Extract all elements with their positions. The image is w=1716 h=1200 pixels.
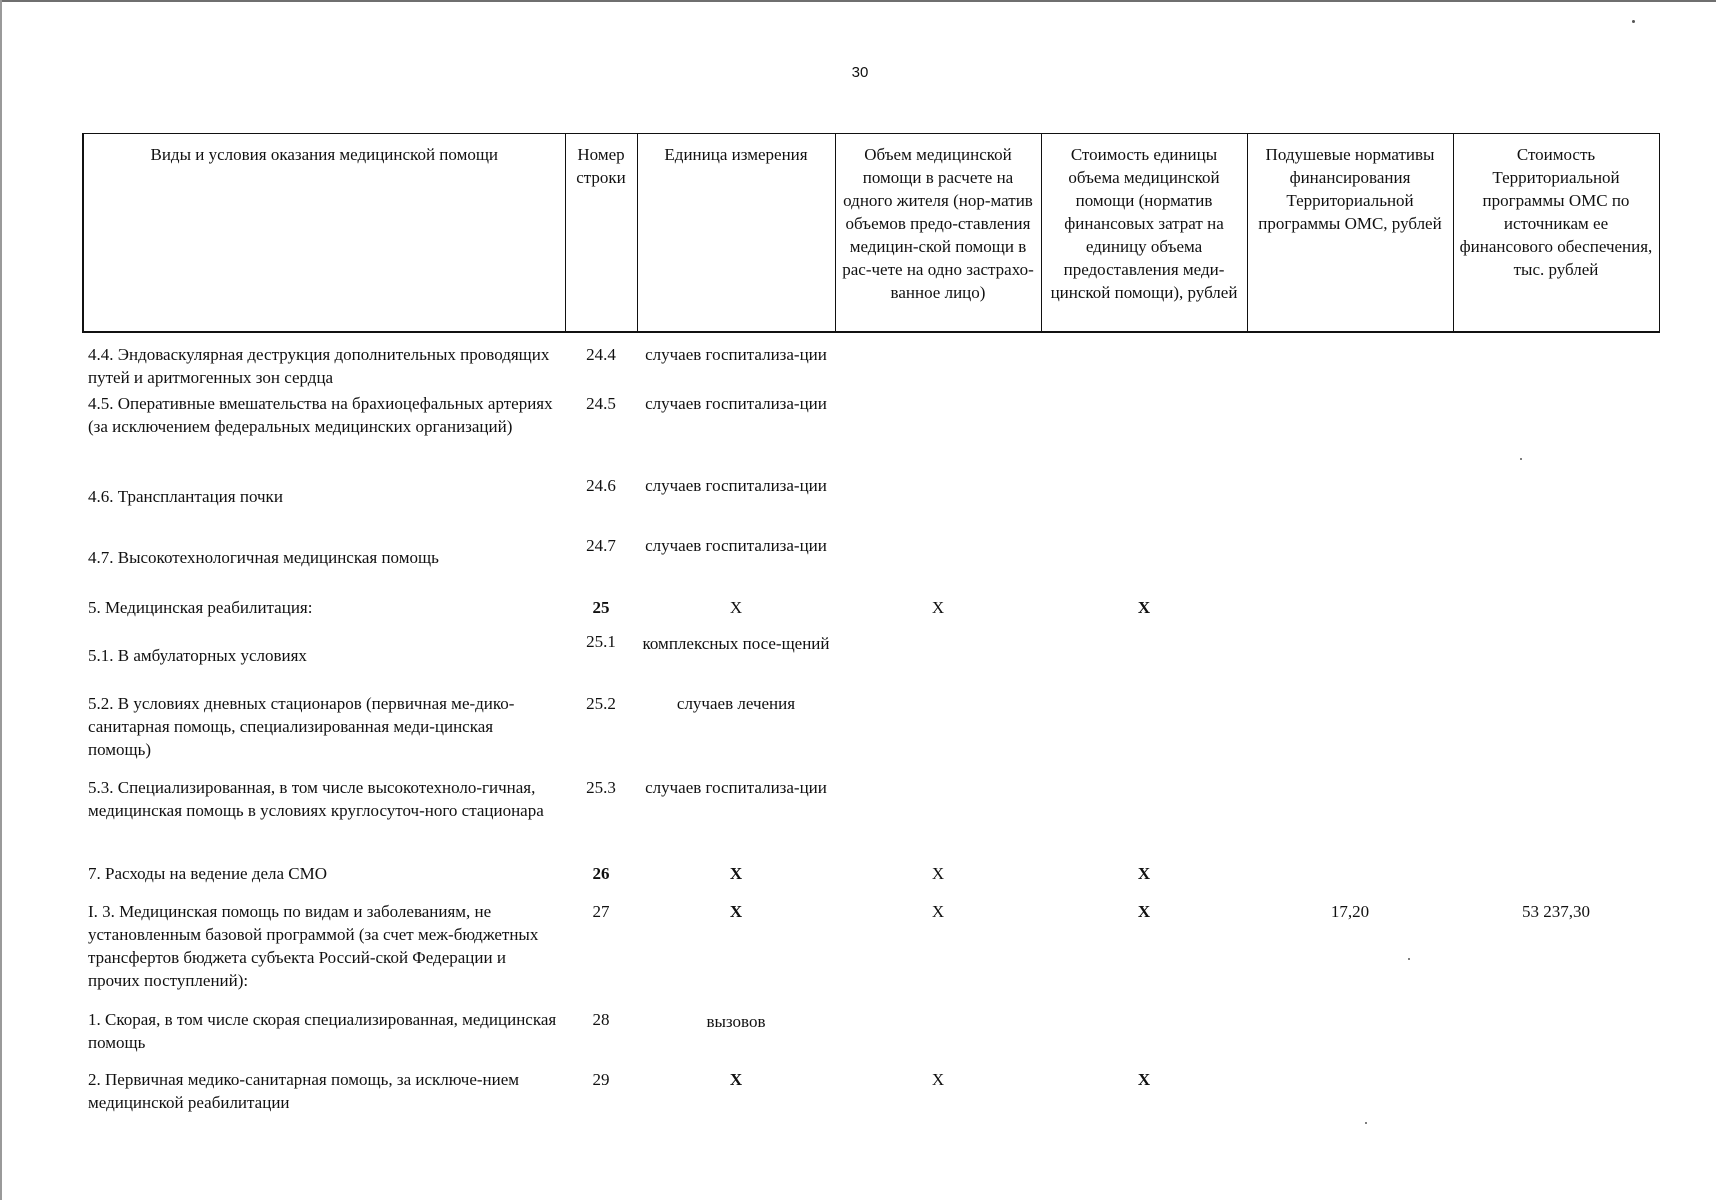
row-number: 25.3 <box>586 778 616 797</box>
row-volume: X <box>931 902 945 921</box>
row-unit-cost: X <box>1137 902 1151 921</box>
row-volume: X <box>931 864 945 883</box>
col-header-program-cost: Стоимость Территориальной программы ОМС по источникам ее финансового обеспечения, тыс. рублей <box>1453 134 1659 333</box>
row-unit-cost <box>1041 1008 1247 1068</box>
scan-speck <box>1408 958 1410 960</box>
row-norm <box>1247 1068 1453 1118</box>
row-norm <box>1247 534 1453 592</box>
row-unit: X <box>729 864 743 883</box>
row-total <box>1453 630 1659 688</box>
row-norm <box>1247 592 1453 630</box>
row-name: 4.7. Высокотехнологичная медицинская помощь <box>88 548 439 567</box>
table-row <box>83 1068 1659 1118</box>
row-number: 28 <box>592 1010 610 1029</box>
row-total <box>1453 592 1659 630</box>
row-total <box>1453 776 1659 862</box>
row-number: 24.7 <box>586 536 616 555</box>
col-header-unit: Единица измерения <box>637 134 835 333</box>
row-norm <box>1247 1008 1453 1068</box>
row-unit: случаев лечения <box>676 694 796 713</box>
row-volume <box>835 332 1041 390</box>
table-row <box>83 390 1659 474</box>
table-row <box>83 332 1659 390</box>
row-number: 26 <box>592 864 610 883</box>
row-number: 24.6 <box>586 476 616 495</box>
row-total <box>1453 688 1659 776</box>
financing-table <box>82 133 1660 1118</box>
row-number: 27 <box>592 902 610 921</box>
row-unit-cost <box>1041 474 1247 534</box>
table-row <box>83 592 1659 630</box>
row-unit: случаев госпитализа-ции <box>645 345 827 364</box>
col-header-type: Виды и условия оказания медицинской помощи <box>83 134 565 333</box>
row-unit-cost: X <box>1137 864 1151 883</box>
row-total <box>1453 1068 1659 1118</box>
page-top-edge <box>0 0 1716 2</box>
scan-speck <box>1365 1122 1367 1124</box>
row-norm <box>1247 688 1453 776</box>
table-row <box>83 900 1659 1008</box>
row-number: 25.2 <box>586 694 616 713</box>
row-norm <box>1247 776 1453 862</box>
row-name: 4.4. Эндоваскулярная деструкция дополнительных проводящих путей и аритмогенных зон сердца <box>88 345 550 387</box>
row-unit-cost: X <box>1137 598 1151 617</box>
row-total <box>1453 390 1659 474</box>
row-number: 29 <box>592 1070 610 1089</box>
row-norm <box>1247 630 1453 688</box>
row-unit-cost <box>1041 390 1247 474</box>
row-volume <box>835 776 1041 862</box>
row-name: 2. Первичная медико-санитарная помощь, за исключе-нием медицинской реабилитации <box>88 1070 520 1112</box>
row-total <box>1453 474 1659 534</box>
table-row <box>83 688 1659 776</box>
row-name: 5. Медицинская реабилитация: <box>88 598 313 617</box>
table-header-row <box>83 134 1659 333</box>
row-unit: X <box>729 598 743 617</box>
row-volume: X <box>931 1070 945 1089</box>
row-norm <box>1247 332 1453 390</box>
row-total <box>1453 332 1659 390</box>
row-name: 5.3. Специализированная, в том числе высокотехноло-гичная, медицинская помощь в условиях круглосуточ-ного стационара <box>88 778 544 820</box>
table-row <box>83 534 1659 592</box>
col-header-volume: Объем медицинской помощи в расчете на одного жителя (нор-матив объемов предо-ставления медицин-ской помощи в рас-чете на одно застрахо-ванное лицо) <box>835 134 1041 333</box>
table-row <box>83 776 1659 862</box>
row-total: 53 237,30 <box>1522 902 1590 921</box>
row-unit-cost <box>1041 776 1247 862</box>
row-total <box>1453 1008 1659 1068</box>
row-unit-cost <box>1041 534 1247 592</box>
row-unit: X <box>729 902 743 921</box>
row-unit: случаев госпитализа-ции <box>645 394 827 413</box>
page-number: 30 <box>851 64 869 81</box>
row-name: 1. Скорая, в том числе скорая специализированная, медицинская помощь <box>88 1010 557 1052</box>
row-name: 4.5. Оперативные вмешательства на брахиоцефальных артериях (за исключением федеральных медицинских организаций) <box>88 394 553 436</box>
row-volume: X <box>931 598 945 617</box>
col-header-unit-cost: Стоимость единицы объема медицинской помощи (норматив финансовых затрат на единицу объема предоставления меди-цинской помощи), рублей <box>1041 134 1247 333</box>
row-number: 24.4 <box>586 345 616 364</box>
row-unit: X <box>729 1070 743 1089</box>
row-unit: случаев госпитализа-ции <box>645 536 827 555</box>
col-header-row-number: Номер строки <box>565 134 637 333</box>
row-unit: случаев госпитализа-ции <box>645 778 827 797</box>
row-volume <box>835 1008 1041 1068</box>
row-unit-cost <box>1041 332 1247 390</box>
row-volume <box>835 534 1041 592</box>
page-left-edge <box>0 0 2 1200</box>
row-number: 25 <box>592 598 610 617</box>
row-norm <box>1247 390 1453 474</box>
row-name: 5.2. В условиях дневных стационаров (первичная ме-дико-санитарная помощь, специализированная меди-цинская помощь) <box>88 694 515 759</box>
row-norm: 17,20 <box>1330 902 1370 921</box>
table-row <box>83 862 1659 900</box>
row-total <box>1453 862 1659 900</box>
row-volume <box>835 630 1041 688</box>
row-name: 5.1. В амбулаторных условиях <box>88 646 307 665</box>
row-name: 7. Расходы на ведение дела СМО <box>88 864 328 883</box>
table-row <box>83 1008 1659 1068</box>
table-row <box>83 630 1659 688</box>
row-unit: вызовов <box>706 1012 766 1031</box>
row-name: 4.6. Трансплантация почки <box>88 487 283 506</box>
row-number: 24.5 <box>586 394 616 413</box>
scan-speck <box>1520 458 1522 460</box>
row-norm <box>1247 474 1453 534</box>
table-row <box>83 474 1659 534</box>
row-name: I. 3. Медицинская помощь по видам и заболеваниям, не установленным базовой программой (за счет меж-бюджетных трансфертов бюджета субъекта Россий-ской Федерации и прочих поступлений): <box>88 902 539 990</box>
row-number: 25.1 <box>586 632 616 651</box>
col-header-per-capita-norm: Подушевые нормативы финансирования Территориальной программы ОМС, рублей <box>1247 134 1453 333</box>
scan-speck <box>1632 20 1635 23</box>
row-volume <box>835 390 1041 474</box>
row-unit: случаев госпитализа-ции <box>645 476 827 495</box>
row-unit-cost <box>1041 630 1247 688</box>
row-volume <box>835 688 1041 776</box>
row-unit: комплексных посе-щений <box>642 634 830 653</box>
row-volume <box>835 474 1041 534</box>
row-unit-cost <box>1041 688 1247 776</box>
row-norm <box>1247 862 1453 900</box>
row-total <box>1453 534 1659 592</box>
row-unit-cost: X <box>1137 1070 1151 1089</box>
